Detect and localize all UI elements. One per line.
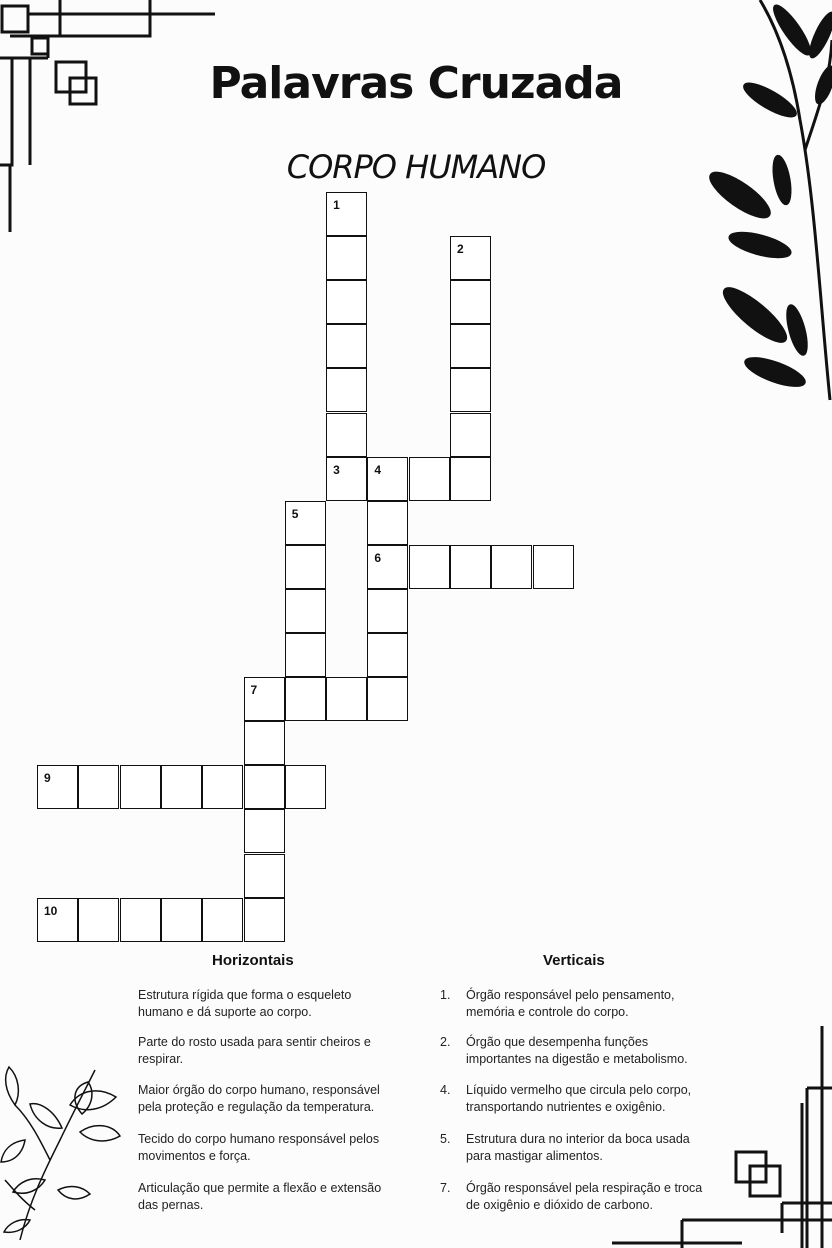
- crossword-cell[interactable]: [450, 545, 491, 589]
- crossword-cell[interactable]: [244, 809, 285, 853]
- horizontal-clue: Parte do rosto usada para sentir cheiros e respirar.: [138, 1035, 371, 1066]
- crossword-cell[interactable]: [161, 765, 202, 809]
- crossword-cell[interactable]: [326, 324, 367, 368]
- crossword-cell[interactable]: [326, 192, 367, 236]
- corner-frame-top-left: [0, 0, 230, 240]
- vertical-clue: [440, 1131, 706, 1165]
- clue-number-label: 5: [291, 506, 299, 521]
- crossword-cell[interactable]: [326, 457, 367, 501]
- crossword-cell[interactable]: [367, 589, 408, 633]
- horizontal-clue: Tecido do corpo humano responsável pelos movimentos e força.: [138, 1132, 380, 1163]
- clue-text: Líquido vermelho que circula pelo corpo, transportando nutrientes e oxigênio.: [466, 1083, 692, 1114]
- crossword-cell[interactable]: [285, 765, 326, 809]
- crossword-cell[interactable]: [450, 324, 491, 368]
- crossword-cell[interactable]: [244, 677, 285, 721]
- crossword-cell[interactable]: [37, 898, 78, 942]
- clue-number-label: 4: [374, 462, 382, 477]
- crossword-cell[interactable]: [285, 677, 326, 721]
- crossword-cell[interactable]: [244, 765, 285, 809]
- crossword-cell[interactable]: [367, 633, 408, 677]
- crossword-cell[interactable]: [244, 721, 285, 765]
- crossword-cell[interactable]: [450, 280, 491, 324]
- clue-number-label: 6: [374, 550, 382, 565]
- clue-number-label: 1: [333, 198, 340, 212]
- vertical-clue: [440, 1034, 706, 1068]
- crossword-cell[interactable]: [367, 677, 408, 721]
- crossword-cell[interactable]: [326, 677, 367, 721]
- crossword-cell[interactable]: [202, 898, 243, 942]
- clue-number-label: 9: [44, 771, 51, 786]
- crossword-cell[interactable]: [285, 545, 326, 589]
- crossword-cell[interactable]: [37, 765, 78, 809]
- vertical-clues-heading: Verticais: [543, 952, 605, 969]
- horizontal-clue: Estrutura rígida que forma o esqueleto humano e dá suporte ao corpo.: [138, 988, 352, 1019]
- clue-text: Órgão responsável pelo pensamento, memória e controle do corpo.: [466, 988, 675, 1019]
- page-subtitle: CORPO HUMANO: [286, 148, 546, 186]
- clue-number-label: 10: [44, 903, 58, 918]
- clue-text: Estrutura dura no interior da boca usada para mastigar alimentos.: [466, 1132, 690, 1163]
- crossword-cell[interactable]: [450, 457, 491, 501]
- crossword-cell[interactable]: [450, 413, 491, 457]
- clue-number: 2.: [440, 1035, 451, 1049]
- vertical-clue: [440, 1180, 706, 1214]
- outline-leaf-sprig-illustration: [0, 1060, 140, 1240]
- clue-number: 7.: [440, 1181, 451, 1195]
- clue-number-label: 7: [250, 683, 258, 698]
- crossword-cell[interactable]: [450, 368, 491, 412]
- horizontal-clue: Articulação que permite a flexão e extensão das pernas.: [138, 1181, 382, 1212]
- vertical-clue: [440, 987, 706, 1021]
- crossword-cell[interactable]: [326, 280, 367, 324]
- clue-number-label: 3: [333, 462, 340, 477]
- crossword-cell[interactable]: [202, 765, 243, 809]
- crossword-cell[interactable]: [409, 545, 450, 589]
- crossword-cell[interactable]: [367, 457, 408, 501]
- crossword-cell[interactable]: [161, 898, 202, 942]
- crossword-cell[interactable]: [367, 545, 408, 589]
- crossword-cell[interactable]: [533, 545, 574, 589]
- clue-number: 5.: [440, 1132, 451, 1146]
- crossword-cell[interactable]: [285, 633, 326, 677]
- clue-number: 4.: [440, 1083, 451, 1097]
- clue-text: Órgão responsável pela respiração e troca de oxigênio e dióxido de carbono.: [466, 1181, 703, 1212]
- crossword-cell[interactable]: [326, 236, 367, 280]
- clue-number: 1.: [440, 988, 451, 1002]
- clue-text: Órgão que desempenha funções importantes na digestão e metabolismo.: [466, 1035, 688, 1066]
- crossword-cell[interactable]: [326, 368, 367, 412]
- vertical-clue: [440, 1082, 706, 1116]
- crossword-cell[interactable]: [285, 501, 326, 545]
- crossword-cell[interactable]: [120, 765, 161, 809]
- horizontal-clues-heading: Horizontais: [212, 952, 294, 969]
- crossword-cell[interactable]: [285, 589, 326, 633]
- crossword-cell[interactable]: [409, 457, 450, 501]
- crossword-cell[interactable]: [120, 898, 161, 942]
- crossword-cell[interactable]: [491, 545, 532, 589]
- crossword-cell[interactable]: [244, 854, 285, 898]
- crossword-cell[interactable]: [450, 236, 491, 280]
- crossword-cell[interactable]: [78, 898, 119, 942]
- crossword-cell[interactable]: [367, 501, 408, 545]
- page-title: Palavras Cruzada: [209, 58, 623, 109]
- crossword-cell[interactable]: [326, 413, 367, 457]
- clue-number-label: 2: [457, 242, 464, 257]
- horizontal-clue: Maior órgão do corpo humano, responsável pela proteção e regulação da temperatura.: [138, 1083, 380, 1114]
- crossword-cell[interactable]: [78, 765, 119, 809]
- crossword-cell[interactable]: [244, 898, 285, 942]
